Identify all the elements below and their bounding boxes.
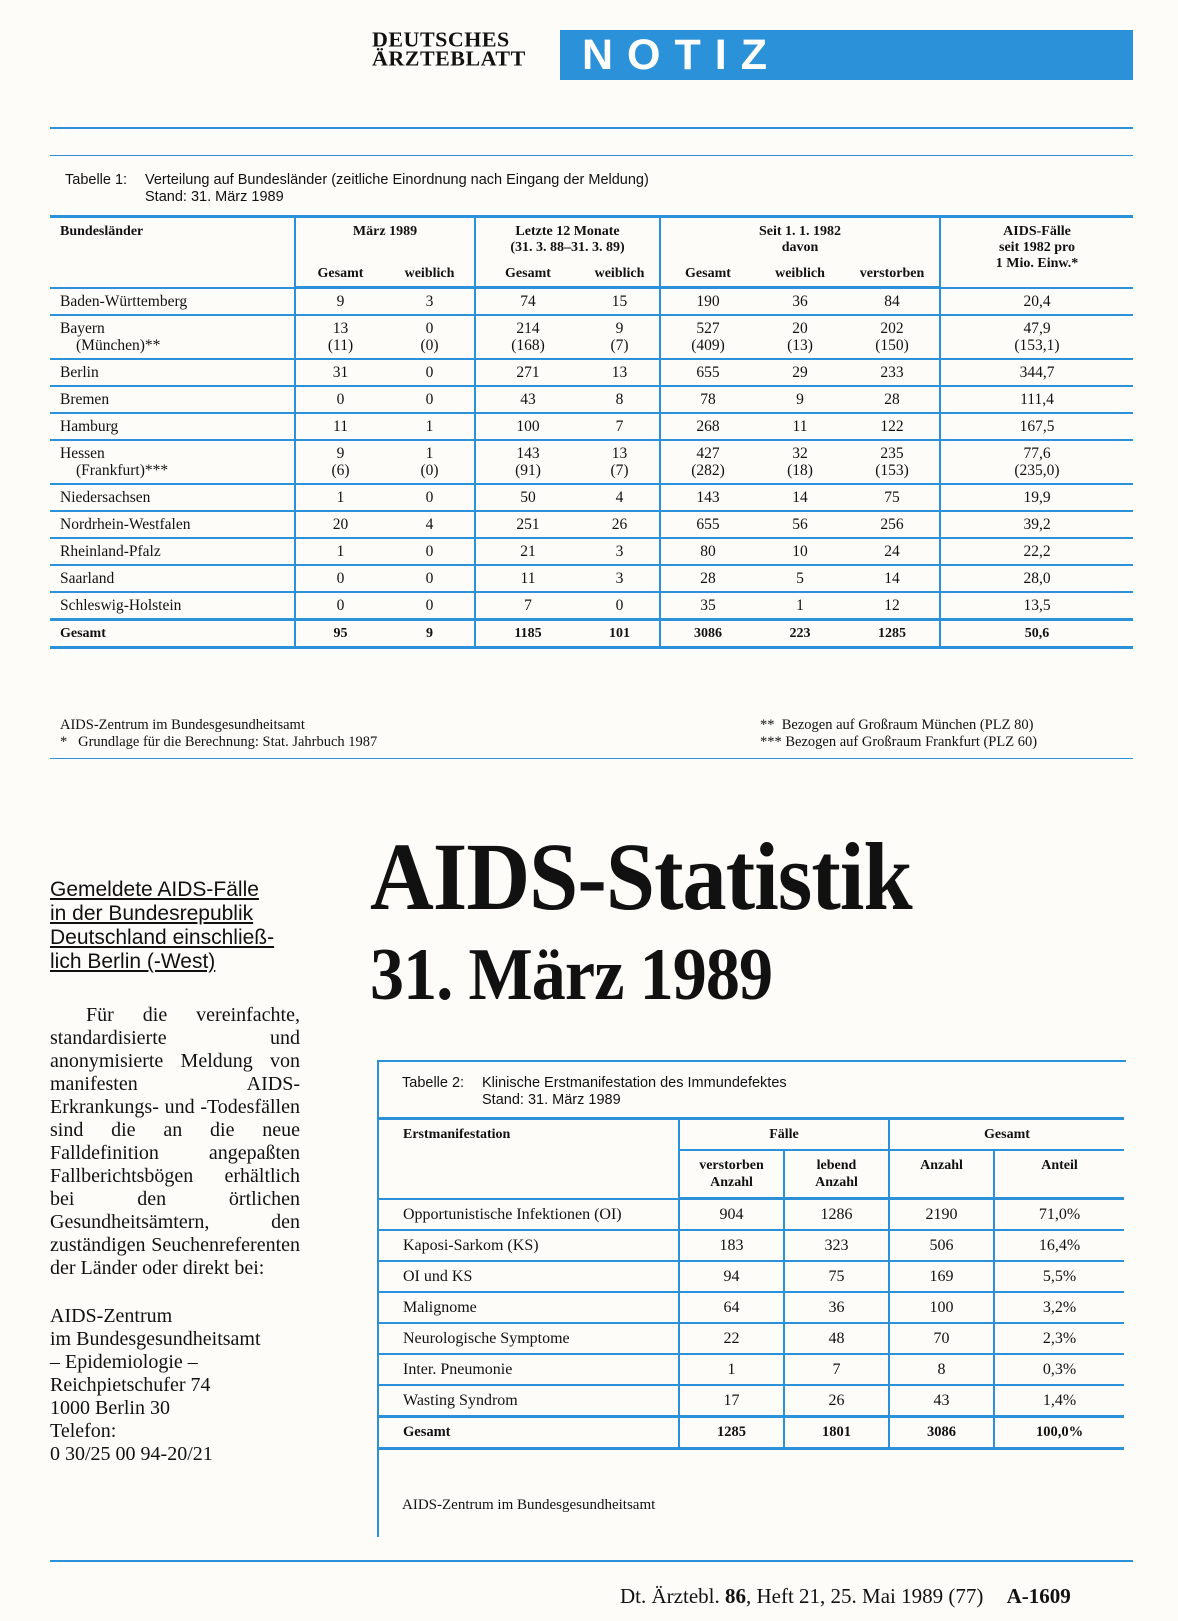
table-cell: 3086	[889, 1417, 994, 1449]
table-cell: 20 (13)	[755, 315, 845, 359]
table-cell: 1,4%	[994, 1385, 1124, 1417]
table-cell: 20	[295, 511, 385, 538]
table-cell: 2,3%	[994, 1323, 1124, 1354]
table-cell: 256	[845, 511, 940, 538]
table-cell: 271	[475, 359, 580, 386]
table-total-row	[50, 620, 1133, 648]
table-cell: 251	[475, 511, 580, 538]
table1-subheader: weiblich	[385, 260, 475, 288]
table-cell: 29	[755, 359, 845, 386]
table-cell: 10	[755, 538, 845, 565]
table-cell: 15	[580, 288, 660, 316]
table-cell: 3	[385, 288, 475, 316]
address-line: 1000 Berlin 30	[50, 1397, 170, 1419]
table-cell: 11	[295, 413, 385, 440]
table-cell: 9	[755, 386, 845, 413]
table-cell: 84	[845, 288, 940, 316]
table2-header-lebend: lebend Anzahl	[784, 1150, 889, 1199]
table-row	[50, 288, 1133, 316]
state-name: Bayern (München)**	[50, 315, 295, 359]
table-cell: 7	[580, 413, 660, 440]
total-label: Gesamt	[50, 620, 295, 648]
table-row	[379, 1354, 1124, 1385]
table-cell: 12	[845, 592, 940, 620]
sidebar-body: Für die vereinfachte, standardisierte und anonymisierte Meldung von manifesten AIDS-Erkrankungs- und -Todesfällen sind die an die neue Falldefinition angepaßten Fallberichtsbögen erhältlich bei den örtlichen Gesundheitsämtern, den zuständigen Seuchenreferenten der Länder oder direkt bei:	[50, 1004, 300, 1279]
table-cell: 75	[845, 484, 940, 511]
table-cell: 13 (7)	[580, 440, 660, 484]
table-cell: 3	[580, 538, 660, 565]
divider	[50, 1560, 1133, 1562]
table2-header-anzahl: Anzahl	[889, 1150, 994, 1199]
table-cell: 13	[580, 359, 660, 386]
table-cell: 5,5%	[994, 1261, 1124, 1292]
manifestation-name: Kaposi-Sarkom (KS)	[379, 1230, 679, 1261]
table-row	[50, 359, 1133, 386]
table-cell: 2190	[889, 1199, 994, 1231]
table2-source: AIDS-Zentrum im Bundesgesundheitsamt	[402, 1497, 656, 1513]
table-row	[50, 484, 1133, 511]
table1-subheader: Gesamt	[475, 260, 580, 288]
table-row	[379, 1261, 1124, 1292]
table-cell: 143 (91)	[475, 440, 580, 484]
table-cell: 80	[660, 538, 755, 565]
footer-volume: 86	[724, 1584, 746, 1608]
table-cell: 13,5	[940, 592, 1133, 620]
table-cell: 904	[679, 1199, 784, 1231]
sidebar-title-line: in der Bundesrepublik	[50, 902, 254, 925]
table-cell: 101	[580, 620, 660, 648]
table1-subheader: Gesamt	[295, 260, 385, 288]
table2-label: Tabelle 2:	[402, 1075, 465, 1091]
table-cell: 17	[679, 1385, 784, 1417]
table-cell: 50	[475, 484, 580, 511]
table-cell: 4	[580, 484, 660, 511]
table-row	[379, 1323, 1124, 1354]
state-name: Bremen	[50, 386, 295, 413]
address-line: – Epidemiologie –	[50, 1351, 198, 1373]
table-cell: 506	[889, 1230, 994, 1261]
address-line: AIDS-Zentrum	[50, 1305, 173, 1327]
table-cell: 427 (282)	[660, 440, 755, 484]
table-cell: 50,6	[940, 620, 1133, 648]
table-cell: 0	[385, 484, 475, 511]
state-name: Saarland	[50, 565, 295, 592]
table1-stand: Stand: 31. März 1989	[145, 189, 284, 205]
state-name: Rheinland-Pfalz	[50, 538, 295, 565]
table-cell: 1285	[679, 1417, 784, 1449]
section-label: NOTIZ	[582, 31, 781, 79]
manifestation-name: Inter. Pneumonie	[379, 1354, 679, 1385]
table1-label: Tabelle 1:	[65, 172, 128, 188]
sidebar-title-line: lich Berlin (-West)	[50, 950, 216, 973]
table-cell: 143	[660, 484, 755, 511]
table1-header-since: Seit 1. 1. 1982 davon	[660, 217, 940, 261]
table-cell: 111,4	[940, 386, 1133, 413]
table2-header-anteil: Anteil	[994, 1150, 1124, 1199]
table-row	[379, 1199, 1124, 1231]
table-row	[50, 315, 1133, 359]
table1-header-march: März 1989	[295, 217, 475, 261]
state-name: Berlin	[50, 359, 295, 386]
table-cell: 9	[295, 288, 385, 316]
table-total-row	[379, 1417, 1124, 1449]
table2-stand: Stand: 31. März 1989	[482, 1092, 621, 1108]
table-cell: 1	[385, 413, 475, 440]
table1-source: AIDS-Zentrum im Bundesgesundheitsamt	[60, 717, 305, 733]
table-cell: 39,2	[940, 511, 1133, 538]
masthead-line-2: ÄRZTEBLATT	[372, 46, 526, 71]
table2-title: Klinische Erstmanifestation des Immundefektes	[482, 1075, 787, 1091]
table-row	[50, 565, 1133, 592]
sidebar-title	[50, 878, 300, 974]
table-cell: 100	[475, 413, 580, 440]
table-cell: 32 (18)	[755, 440, 845, 484]
table-row	[50, 538, 1133, 565]
table1-subheader: weiblich	[755, 260, 845, 288]
table-cell: 70	[889, 1323, 994, 1354]
table-cell: 0	[295, 592, 385, 620]
table-cell: 1185	[475, 620, 580, 648]
table-cell: 235 (153)	[845, 440, 940, 484]
manifestation-name: Opportunistische Infektionen (OI)	[379, 1199, 679, 1231]
table-cell: 214 (168)	[475, 315, 580, 359]
total-label: Gesamt	[379, 1417, 679, 1449]
table-cell: 0	[385, 359, 475, 386]
table1-footnote-2star: ** Bezogen auf Großraum München (PLZ 80)	[760, 717, 1034, 733]
table2-header-gesamt: Gesamt	[889, 1119, 1124, 1151]
table-cell: 223	[755, 620, 845, 648]
footer-page: A-1609	[1006, 1584, 1071, 1608]
table-cell: 36	[784, 1292, 889, 1323]
table-row	[50, 386, 1133, 413]
table-cell: 26	[784, 1385, 889, 1417]
table-cell: 655	[660, 359, 755, 386]
table-cell: 47,9 (153,1)	[940, 315, 1133, 359]
table2-header-faelle: Fälle	[679, 1119, 889, 1151]
table-row	[50, 413, 1133, 440]
table-cell: 64	[679, 1292, 784, 1323]
table1-footnotes-right	[760, 717, 1037, 751]
manifestation-name: OI und KS	[379, 1261, 679, 1292]
table-cell: 0	[295, 386, 385, 413]
table-cell: 28	[845, 386, 940, 413]
table1-subheader: Gesamt	[660, 260, 755, 288]
article-headline: AIDS-Statistik	[370, 823, 912, 930]
table-cell: 9	[385, 620, 475, 648]
table-cell: 4	[385, 511, 475, 538]
masthead-line-1: DEUTSCHES	[372, 27, 510, 52]
table-cell: 22	[679, 1323, 784, 1354]
table-cell: 7	[784, 1354, 889, 1385]
manifestation-name: Neurologische Symptome	[379, 1323, 679, 1354]
table1-subheader: verstorben	[845, 260, 940, 288]
sidebar-title-line: Deutschland einschließ-	[50, 926, 275, 949]
table1-header-last12: Letzte 12 Monate (31. 3. 88–31. 3. 89)	[475, 217, 660, 261]
table-cell: 1285	[845, 620, 940, 648]
table-cell: 0,3%	[994, 1354, 1124, 1385]
table1-caption	[65, 172, 1115, 206]
table-cell: 0	[385, 386, 475, 413]
table-cell: 26	[580, 511, 660, 538]
table-cell: 9 (7)	[580, 315, 660, 359]
table-cell: 5	[755, 565, 845, 592]
table-cell: 28	[660, 565, 755, 592]
manifestation-name: Malignome	[379, 1292, 679, 1323]
table-cell: 95	[295, 620, 385, 648]
table1	[50, 215, 1133, 649]
page-footer	[620, 1584, 1071, 1608]
table-cell: 9 (6)	[295, 440, 385, 484]
table-cell: 22,2	[940, 538, 1133, 565]
table1-title: Verteilung auf Bundesländer (zeitliche Einordnung nach Eingang der Meldung)	[145, 172, 649, 188]
table-cell: 0 (0)	[385, 315, 475, 359]
address-line: im Bundesgesundheitsamt	[50, 1328, 261, 1350]
table-cell: 344,7	[940, 359, 1133, 386]
masthead-logo	[372, 27, 526, 71]
table1-header-rate: AIDS-Fälle seit 1982 pro 1 Mio. Einw.*	[940, 217, 1133, 288]
state-name: Nordrhein-Westfalen	[50, 511, 295, 538]
table-cell: 190	[660, 288, 755, 316]
table-cell: 323	[784, 1230, 889, 1261]
address-line: Reichpietschufer 74	[50, 1374, 211, 1396]
table-cell: 0	[580, 592, 660, 620]
table-cell: 1	[295, 538, 385, 565]
table-cell: 43	[889, 1385, 994, 1417]
table-cell: 0	[385, 538, 475, 565]
table-cell: 167,5	[940, 413, 1133, 440]
divider	[50, 155, 1133, 156]
table-cell: 3	[580, 565, 660, 592]
table-cell: 14	[845, 565, 940, 592]
divider	[50, 127, 1133, 129]
state-name: Baden-Württemberg	[50, 288, 295, 316]
table-cell: 11	[755, 413, 845, 440]
table-cell: 1 (0)	[385, 440, 475, 484]
table-cell: 74	[475, 288, 580, 316]
sidebar-address	[50, 1305, 300, 1466]
table-cell: 13 (11)	[295, 315, 385, 359]
table-cell: 0	[385, 592, 475, 620]
table-cell: 21	[475, 538, 580, 565]
table-cell: 8	[580, 386, 660, 413]
table-cell: 1	[755, 592, 845, 620]
address-line: Telefon:	[50, 1420, 117, 1442]
table-cell: 71,0%	[994, 1199, 1124, 1231]
sidebar-info	[50, 878, 300, 1466]
divider	[50, 758, 1133, 759]
table1-footnote-star: * Grundlage für die Berechnung: Stat. Jahrbuch 1987	[60, 734, 378, 750]
table1-subheader: weiblich	[580, 260, 660, 288]
table2	[379, 1117, 1124, 1450]
table-cell: 43	[475, 386, 580, 413]
table1-footnotes-left	[60, 717, 377, 751]
table-cell: 100	[889, 1292, 994, 1323]
table-cell: 169	[889, 1261, 994, 1292]
table-cell: 1	[679, 1354, 784, 1385]
table-cell: 122	[845, 413, 940, 440]
table-cell: 28,0	[940, 565, 1133, 592]
table-cell: 202 (150)	[845, 315, 940, 359]
table-cell: 655	[660, 511, 755, 538]
table-cell: 0	[385, 565, 475, 592]
table-cell: 78	[660, 386, 755, 413]
state-name: Niedersachsen	[50, 484, 295, 511]
table-cell: 77,6 (235,0)	[940, 440, 1133, 484]
state-name: Hessen (Frankfurt)***	[50, 440, 295, 484]
table-cell: 56	[755, 511, 845, 538]
table-cell: 16,4%	[994, 1230, 1124, 1261]
address-line: 0 30/25 00 94-20/21	[50, 1443, 213, 1465]
sidebar-title-line: Gemeldete AIDS-Fälle	[50, 878, 259, 901]
table2-caption	[402, 1075, 787, 1109]
manifestation-name: Wasting Syndrom	[379, 1385, 679, 1417]
table-cell: 7	[475, 592, 580, 620]
table-cell: 183	[679, 1230, 784, 1261]
table-cell: 11	[475, 565, 580, 592]
footer-issue: , Heft 21, 25. Mai 1989 (77)	[745, 1584, 984, 1608]
table-cell: 1801	[784, 1417, 889, 1449]
table-cell: 1	[295, 484, 385, 511]
table-row	[50, 440, 1133, 484]
table-cell: 19,9	[940, 484, 1133, 511]
table-cell: 100,0%	[994, 1417, 1124, 1449]
section-banner	[560, 30, 1133, 80]
table-row	[379, 1292, 1124, 1323]
table-cell: 233	[845, 359, 940, 386]
table-cell: 24	[845, 538, 940, 565]
table-cell: 3086	[660, 620, 755, 648]
table1-header-state: Bundesländer	[50, 217, 295, 288]
table-cell: 1286	[784, 1199, 889, 1231]
table-cell: 75	[784, 1261, 889, 1292]
table-cell: 268	[660, 413, 755, 440]
table2-header-verst: verstorben Anzahl	[679, 1150, 784, 1199]
table-cell: 527 (409)	[660, 315, 755, 359]
state-name: Schleswig-Holstein	[50, 592, 295, 620]
table-cell: 48	[784, 1323, 889, 1354]
table-cell: 94	[679, 1261, 784, 1292]
table-cell: 20,4	[940, 288, 1133, 316]
footer-journal: Dt. Ärztebl.	[620, 1584, 720, 1608]
article-date: 31. März 1989	[370, 934, 773, 1016]
table-cell: 8	[889, 1354, 994, 1385]
table2-header-erst: Erstmanifestation	[379, 1119, 679, 1199]
table-cell: 14	[755, 484, 845, 511]
table-row	[379, 1385, 1124, 1417]
table-row	[50, 511, 1133, 538]
table-cell: 35	[660, 592, 755, 620]
table1-footnote-3star: *** Bezogen auf Großraum Frankfurt (PLZ 60)	[760, 734, 1038, 750]
table-cell: 3,2%	[994, 1292, 1124, 1323]
table-cell: 36	[755, 288, 845, 316]
table-row	[50, 592, 1133, 620]
state-name: Hamburg	[50, 413, 295, 440]
table-row	[379, 1230, 1124, 1261]
table-cell: 0	[295, 565, 385, 592]
table-cell: 31	[295, 359, 385, 386]
